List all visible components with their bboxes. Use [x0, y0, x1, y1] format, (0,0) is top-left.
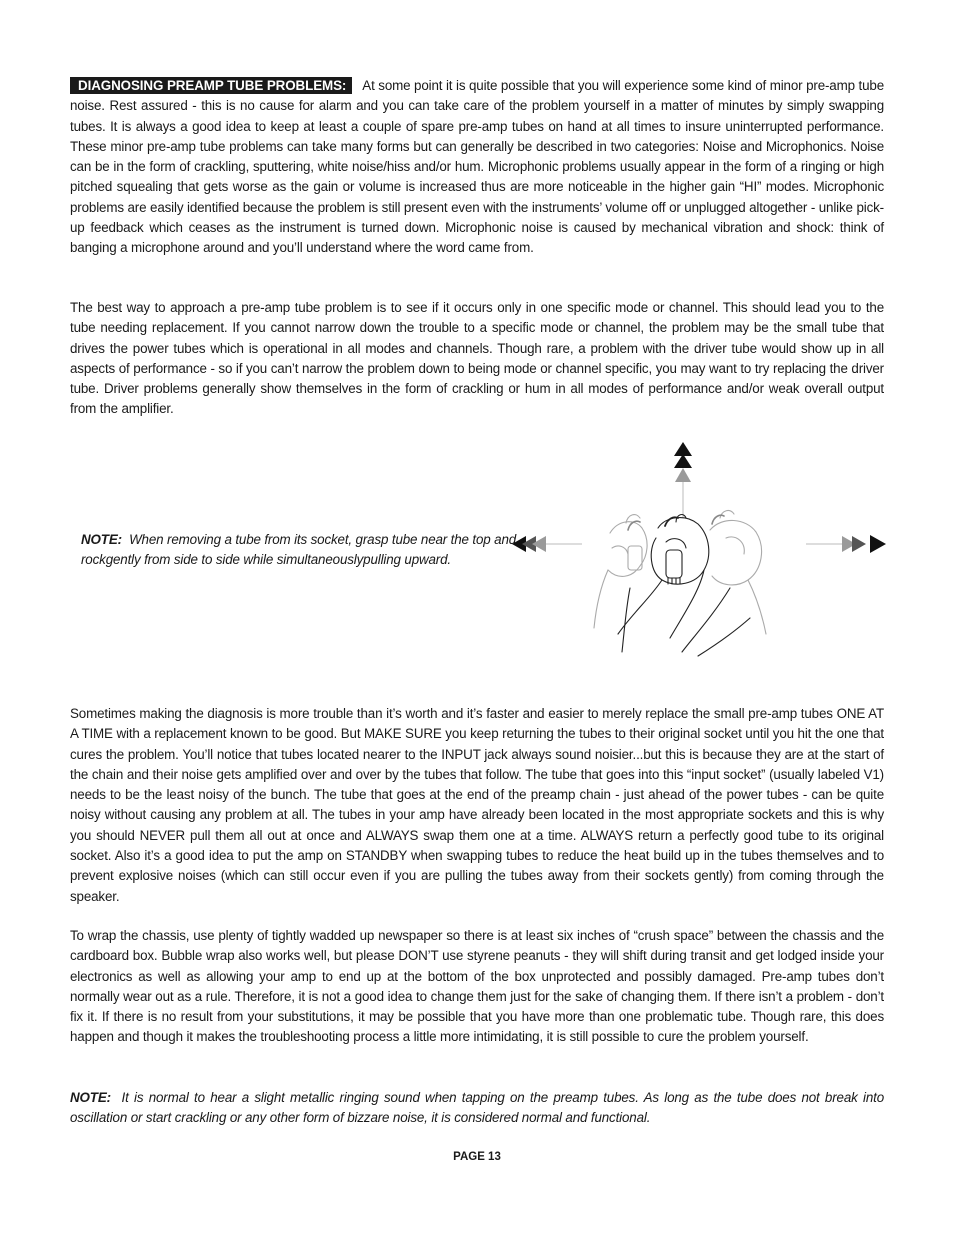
section-intro-paragraph — [70, 76, 884, 259]
intro-text: At some point it is quite possible that you will experience some kind of minor pre-amp tube noise. Rest assured - this is no cause for alarm and you can take care of the problem yourself in a matter of minutes by simply swapping tubes. It is always a good idea to keep at least a couple of spare pre-amp tubes on hand at all times to insure uninterrupted performance. These minor pre-amp tube problems can take many forms but can generally be described in two categories: Noise and Microphonics. Noise can be in the form of crackling, sputtering, white noise/hiss and/or hum. Microphonic problems usually appear in the form of a ringing or high pitched squealing that gets worse as the gain or volume is increased thus are more noticeable in the higher gain “HI” modes. Microphonic problems are easily identified because the problem is still present even with the instruments’ volume off or unplugged altogether - unlike pick-up feedback which ceases as the instrument is turned down. Microphonic noise is caused by mechanical vibration and shock: think of banging a microphone around and you’ll understand where the word came from. — [70, 78, 884, 256]
paragraph-wrapping: To wrap the chassis, use plenty of tightly wadded up newspaper so there is at least six inches of “crush space” between the chassis and the cardboard box. Bubble wrap also works well, but please DON’T use styrene peanuts - they will shift during transit and get lodged inside your electronics as well as allowing your amp to end up at the bottom of the box unprotected and possibly damaged. Pre-amp tubes don’t normally wear out as a rule. Therefore, it is not a good idea to change them just for the sake of changing them. If there isn’t a problem - don’t fix it. If there is no result from your substitutions, it may be possible that you have more than one problematic tube. Though rare, this does happen and though it makes the troubleshooting process a little more intimidating, it is still possible to cure the problem yourself. — [70, 928, 884, 1045]
arrow-up-icon — [674, 442, 692, 518]
note-text: It is normal to hear a slight metallic ringing sound when tapping on the preamp tubes. As long as the tube does not break into oscillation or start crackling or any other form of bizzare noise, it is considered normal and functional. — [70, 1090, 884, 1126]
note-text: When removing a tube from its socket, grasp tube near the top and rockgently from side to side while simultaneouslypulling upward. — [81, 532, 517, 568]
arrow-left-icon — [512, 536, 582, 552]
paragraph-approach: The best way to approach a pre-amp tube problem is to see if it occurs only in one specific mode or channel. This should lead you to the tube needing replacement. If you cannot narrow down the trouble to a specific mode or channel, the problem may be the small tube that drives the power tubes which is operational in all modes and channels. Though rare, a problem with the driver tube would show up in all aspects of performance - so if you can’t narrow the problem down to being mode or channel specific, you may want to try replacing the driver tube. Driver problems generally show themselves in the form of crackling or hum in all modes of performance and/or weak overall output from the amplifier. — [70, 300, 884, 417]
section-heading: DIAGNOSING PREAMP TUBE PROBLEMS: — [70, 77, 352, 94]
hand-tube-icon — [594, 511, 766, 656]
page-number: PAGE 13 — [453, 1151, 501, 1163]
ringing-note — [70, 1088, 884, 1129]
note-label: NOTE: — [81, 532, 122, 547]
paragraph-diagnosis: Sometimes making the diagnosis is more trouble than it’s worth and it’s faster and easier to merely replace the small pre-amp tubes ONE AT A TIME with a replacement known to be good. But MAKE SURE you keep returning the tubes to their original socket until you hit the one that cures the problem. You’ll notice that tubes located nearer to the INPUT jack always sound noisier...but this is because they are at the start of the chain and their noise gets amplified over and over by the tubes that follow. The tube that goes into this “input socket” (usually labeled V1) needs to be the least noisy of the bunch. The tube that goes at the end of the preamp chain - just ahead of the power tubes - can be quite noisy without causing any problem at all. The tubes in your amp have already been located in the most appropriate sockets and this is why you should NEVER pull them all out at once and ALWAYS swap them one at a time. ALWAYS return a perfectly good tube to its original socket. Also it’s a good idea to put the amp on STANDBY when swapping tubes to reduce the heat build up in the tubes themselves and to prevent explosive noises (which can still occur even if you are pulling the tubes away from their sockets gently) from coming through the speaker. — [70, 706, 884, 904]
note-label: NOTE: — [70, 1090, 111, 1105]
tube-removal-note — [81, 530, 521, 571]
tube-removal-illustration — [500, 438, 900, 660]
arrow-right-icon — [806, 535, 886, 553]
